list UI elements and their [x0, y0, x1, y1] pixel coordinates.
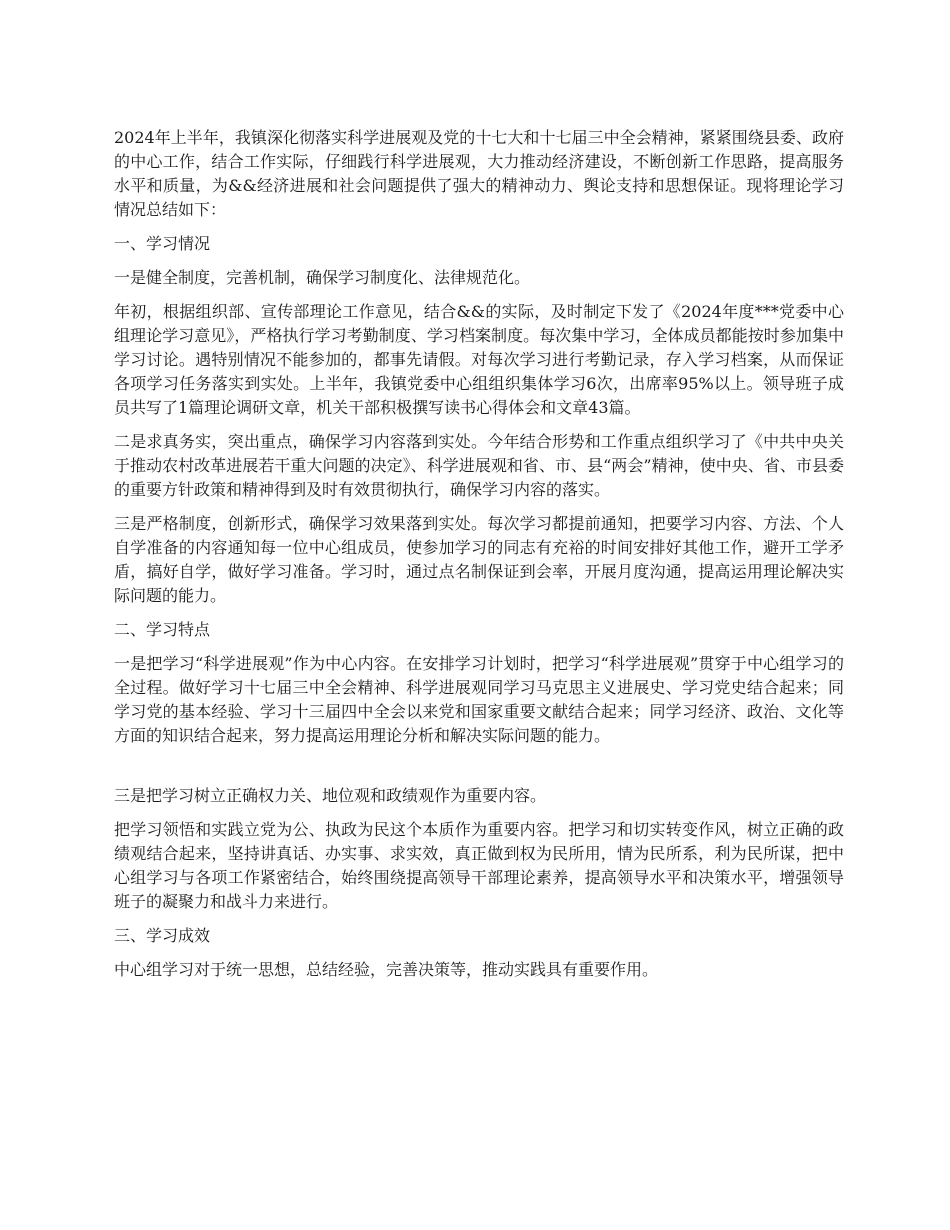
results-paragraph: 中心组学习对于统一思想，总结经验，完善决策等，推动实践具有重要作用。	[114, 960, 659, 979]
point-three-paragraph: 三是严格制度，创新形式，确保学习效果落到实处。每次学习都提前通知，把要学习内容、方法、个人自学准备的内容通知每一位中心组成员，使参加学习的同志有充裕的时间安排好其他工作，避开工学矛盾，搞好自学，做好学习准备。学习时，通过点名制保证到会率，开展月度沟通，提高运用理论解决实际问题的能力。	[114, 514, 844, 605]
feature-one-paragraph: 一是把学习“科学进展观”作为中心内容。在安排学习计划时，把学习“科学进展观”贯穿于中心组学习的全过程。做好学习十七届三中全会精神、科学进展观同学习马克思主义进展史、学习党史结合起来；同学习党的基本经验、学习十三届四中全会以来党和国家重要文献结合起来；同学习经济、政治、文化等方面的知识结合起来，努力提高运用理论分析和解决实际问题的能力。	[114, 654, 844, 745]
point-one-heading: 一是健全制度，完善机制，确保学习制度化、法律规范化。	[114, 268, 531, 287]
document-body	[114, 126, 844, 992]
section-heading-study-situation: 一、学习情况	[114, 234, 211, 253]
feature-three-heading: 三是把学习树立正确权力关、地位观和政绩观作为重要内容。	[114, 786, 547, 805]
point-two-paragraph: 二是求真务实，突出重点，确保学习内容落到实处。今年结合形势和工作重点组织学习了《中共中央关于推动农村改革进展若干重大问题的决定》、科学进展观和省、市、县“两会”精神，使中央、省、市县委的重要方针政策和精神得到及时有效贯彻执行，确保学习内容的落实。	[114, 432, 844, 499]
section-heading-study-results: 三、学习成效	[114, 926, 211, 945]
section-heading-study-features: 二、学习特点	[114, 620, 211, 639]
point-one-body: 年初，根据组织部、宣传部理论工作意见，结合&&的实际，及时制定下发了《2024年度***党委中心组理论学习意见》，严格执行学习考勤制度、学习档案制度。每次集中学习，全体成员都能按时参加集中学习讨论。遇特别情况不能参加的，都事先请假。对每次学习进行考勤记录，存入学习档案，从而保证各项学习任务落实到实处。上半年，我镇党委中心组组织集体学习6次，出席率95%以上。领导班子成员共写了1篇理论调研文章，机关干部积极撰写读书心得体会和文章43篇。	[114, 302, 844, 417]
intro-paragraph: 2024年上半年，我镇深化彻落实科学进展观及党的十七大和十七届三中全会精神，紧紧围绕县委、政府的中心工作，结合工作实际，仔细践行科学进展观，大力推动经济建设，不断创新工作思路，提高服务水平和质量，为&&经济进展和社会问题提供了强大的精神动力、舆论支持和思想保证。现将理论学习情况总结如下：	[114, 128, 844, 219]
feature-three-body: 把学习领悟和实践立党为公、执政为民这个本质作为重要内容。把学习和切实转变作风，树立正确的政绩观结合起来，坚持讲真话、办实事、求实效，真正做到权为民所用，情为民所系，利为民所谋，把中心组学习与各项工作紧密结合，始终围绕提高领导干部理论素养，提高领导水平和决策水平，增强领导班子的凝聚力和战斗力来进行。	[114, 820, 844, 911]
